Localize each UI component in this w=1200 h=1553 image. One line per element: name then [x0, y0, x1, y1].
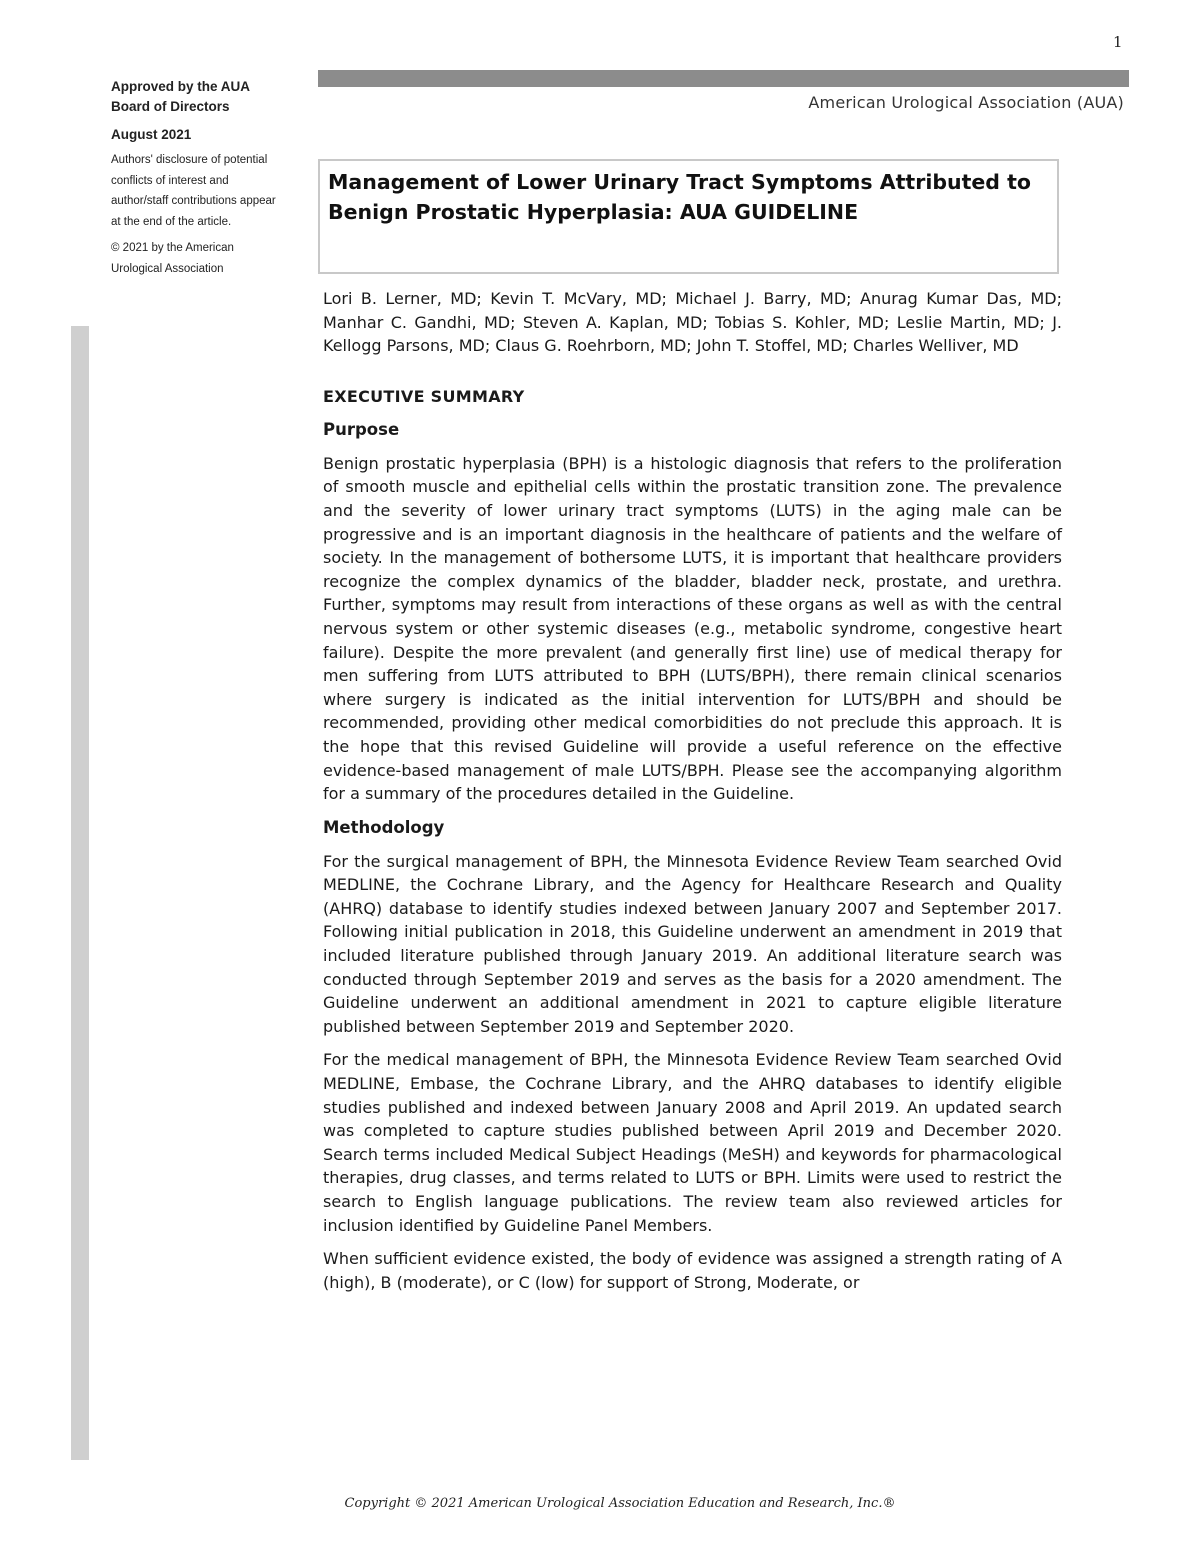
organization-name: American Urological Association (AUA): [808, 93, 1124, 112]
approval-date: August 2021: [111, 127, 192, 142]
disclosure-note: Authors' disclosure of potential conflicts of interest and author/staff contributions appear at the end of the article.: [111, 154, 276, 228]
author-list: Lori B. Lerner, MD; Kevin T. McVary, MD; Michael J. Barry, MD; Anurag Kumar Das, MD; Manhar C. Gandhi, MD; Steven A. Kaplan, MD; Tobias S. Kohler, MD; Leslie Martin, MD; J. Kellogg Parsons, MD; Claus G. Roehrborn, MD; John T. Stoffel, MD; Charles Welliver, MD: [323, 289, 1062, 356]
methodology-paragraph: When sufficient evidence existed, the body of evidence was assigned a strength rating of A (high), B (moderate), or C (low) for support of Strong, Moderate, or: [323, 1249, 1062, 1292]
header-bar: [318, 70, 1129, 87]
executive-summary-heading: EXECUTIVE SUMMARY: [323, 386, 525, 406]
title-box: [318, 159, 1059, 274]
purpose-paragraph: Benign prostatic hyperplasia (BPH) is a histologic diagnosis that refers to the proliferation of smooth muscle and epithelial cells within the prostatic transition zone. The prevalence and the severity of lower urinary tract symptoms (LUTS) in the aging male can be progressive and is an important diagnosis in the healthcare of patients and the welfare of society. In the management of bothersome LUTS, it is important that healthcare providers recognize the complex dynamics of the bladder, bladder neck, prostate, and urethra. Further, symptoms may result from interactions of these organs as well as with the central nervous system or other systemic diseases (e.g., metabolic syndrome, congestive heart failure). Despite the more prevalent (and generally first line) use of medical therapy for men suffering from LUTS attributed to BPH (LUTS/BPH), there remain clinical scenarios where surgery is indicated as the initial intervention for LUTS/BPH and should be recommended, providing other medical comorbidities do not preclude this approach. It is the hope that this revised Guideline will provide a useful reference on the effective evidence-based management of male LUTS/BPH. Please see the accompanying algorithm for a summary of the procedures detailed in the Guideline.: [323, 453, 1062, 804]
methodology-paragraph: For the medical management of BPH, the Minnesota Evidence Review Team searched Ovid MEDLINE, Embase, the Cochrane Library, and the AHRQ databases to identify eligible studies published and indexed between January 2008 and April 2019. An updated search was completed to capture studies published between April 2019 and December 2020. Search terms included Medical Subject Headings (MeSH) and keywords for pharmacological therapies, drug classes, and terms related to LUTS or BPH. Limits were used to restrict the search to English language publications. The review team also reviewed articles for inclusion identified by Guideline Panel Members.: [323, 1050, 1062, 1235]
main-content: [323, 287, 1062, 1294]
sidebar: [111, 77, 283, 279]
document-title: Management of Lower Urinary Tract Symptoms Attributed to Benign Prostatic Hyperplasia: AUA GUIDELINE: [328, 170, 1032, 224]
sidebar-copyright: © 2021 by the American Urological Association: [111, 242, 234, 275]
methodology-heading: Methodology: [323, 817, 445, 837]
purpose-heading: Purpose: [323, 419, 400, 439]
page-number: 1: [1113, 33, 1123, 51]
side-accent-bar: [71, 326, 89, 1460]
methodology-paragraph: For the surgical management of BPH, the Minnesota Evidence Review Team searched Ovid MEDLINE, the Cochrane Library, and the Agency for Healthcare Research and Quality (AHRQ) database to identify studies indexed between January 2007 and September 2017. Following initial publication in 2018, this Guideline underwent an amendment in 2019 that included literature published through January 2019. An additional literature search was conducted through September 2019 and serves as the basis for a 2020 amendment. The Guideline underwent an additional amendment in 2021 to capture eligible literature published between September 2019 and September 2020.: [323, 851, 1062, 1036]
footer-copyright: Copyright © 2021 American Urological Association Education and Research, Inc.®: [344, 1496, 896, 1511]
approval-note: Approved by the AUA Board of Directors: [111, 79, 250, 114]
